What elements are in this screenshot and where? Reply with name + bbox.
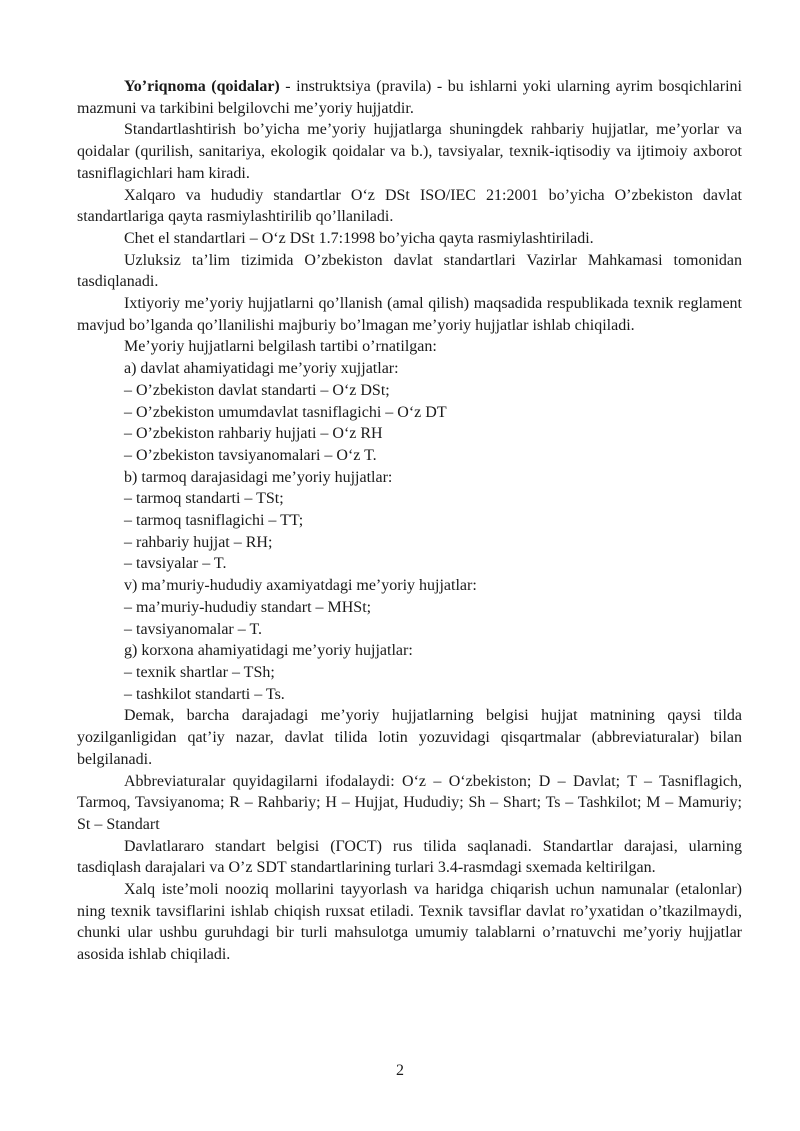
paragraph-voluntary-documents: Ixtiyoriy me’yoriy hujjatlarni qo’llanish (amal qilish) maqsadida respublikada texnik reglament mavjud bo’lganda qo’llanilishi majburiy bo’lmagan me’yoriy hujjatlar ishlab chiqiladi. [77,295,742,334]
paragraph-international-standards: Xalqaro va hududiy standartlar O‘z DSt ISO/IEC 21:2001 bo’yicha O’zbekiston davlat standartlariga qayta rasmiylashtirilib qo’llaniladi. [77,186,742,226]
list-item: – rahbariy hujjat – RH; [124,533,273,551]
term-yoriqnoma: Yo’riqnoma (qoidalar) [124,78,280,95]
list-item: – tashkilot standarti – Ts. [124,685,285,703]
list-heading-state: a) davlat ahamiyatidagi me’yoriy xujjatlar: [124,360,399,378]
list-intro: Me’yoriy hujjatlarni belgilash tartibi o’rnatilgan: [124,338,437,356]
list-item: – tavsiyalar – T. [124,555,227,573]
paragraph-gost: Davlatlararo standart belgisi (ГОСТ) rus tilida saqlanadi. Standartlar darajasi, ularning tasdiqlash darajalari va O’z SDT standartlarining turlari 3.4-rasmdagi sxemada keltirilgan. [77,837,742,877]
paragraph-continuous-education: Uzluksiz ta’lim tizimida O’zbekiston davlat standartlari Vazirlar Mahkamasi tomonidan tasdiqlanadi. [77,251,742,291]
list-item: – tavsiyanomalar – T. [124,620,263,638]
paragraph-technical-descriptions: Xalq iste’moli nooziq mollarini tayyorlash va haridga chiqarish uchun namunalar (etalonlar) ning texnik tavsiflarini ishlab chiqish ruxsat etiladi. Texnik tavsiflar davlat ro’yxatidan o’tkazilmaydi, chunki ular ushbu guruhdagi bir turli mahsulotga umumiy talablarni o’rnatuvchi me’yoriy hujjatlar asosida ishlab chiqiladi. [77,881,742,964]
list-item: – O’zbekiston davlat standarti – O‘z DSt; [124,381,390,399]
list-item: – O’zbekiston umumdavlat tasniflagichi – O‘z DT [124,403,447,421]
definition-yoriqnoma: - instruktsiya (pravila) - bu ishlarni yoki ularning ayrim bosqichlarini mazmuni va tarkibini belgilovchi me’yoriy hujjatdir. [77,78,742,117]
list-heading-branch: b) tarmoq darajasidagi me’yoriy hujjatlar: [124,468,393,486]
paragraph-foreign-standards: Chet el standartlari – O‘z DSt 1.7:1998 bo’yicha qayta rasmiylashtiriladi. [124,229,594,247]
page-number: 2 [396,1062,404,1079]
paragraph-yoriqnoma [77,76,742,119]
list-heading-administrative: v) ma’muriy-hududiy axamiyatdagi me’yoriy hujjatlar: [124,577,477,595]
list-item: – tarmoq tasniflagichi – TT; [124,512,304,530]
list-heading-enterprise: g) korxona ahamiyatidagi me’yoriy hujjatlar: [124,642,413,660]
list-item: – texnik shartlar – TSh; [124,663,275,681]
paragraph-standardization-documents: Standartlashtirish bo’yicha me’yoriy hujjatlarga shuningdek rahbariy hujjatlar, me’yorlar va qoidalar (qurilish, sanitariya, ekologik qoidalar va b.), tavsiyalar, texnik-iqtisodiy va ijtimoiy axborot tasniflagichlari ham kiradi. [77,121,742,182]
list-item: – tarmoq standarti – TSt; [124,490,284,508]
paragraph-abbreviations: Abbreviaturalar quyidagilarni ifodalaydi: O‘z – O‘zbekiston; D – Davlat; T – Tasniflagich, Tarmoq, Tavsiyanoma; R – Rahbariy; H – Hujjat, Hududiy; Sh – Shart; Ts – Tashkilot; M – Mamuriy; St – Standart [77,772,742,833]
document-categories-list [77,336,742,705]
document-page [77,76,742,966]
list-item: – O’zbekiston rahbariy hujjati – O‘z RH [124,425,383,443]
paragraph-designation-language: Demak, barcha darajadagi me’yoriy hujjatlarning belgisi hujjat matnining qaysi tilda yozilganligidan qat’iy nazar, davlat tilida lotin yozuvidagi qisqartmalar (abbreviaturalar) bilan belgilanadi. [77,707,742,768]
list-item: – O’zbekiston tavsiyanomalari – O‘z T. [124,446,377,464]
list-item: – ma’muriy-hududiy standart – MHSt; [124,598,372,616]
